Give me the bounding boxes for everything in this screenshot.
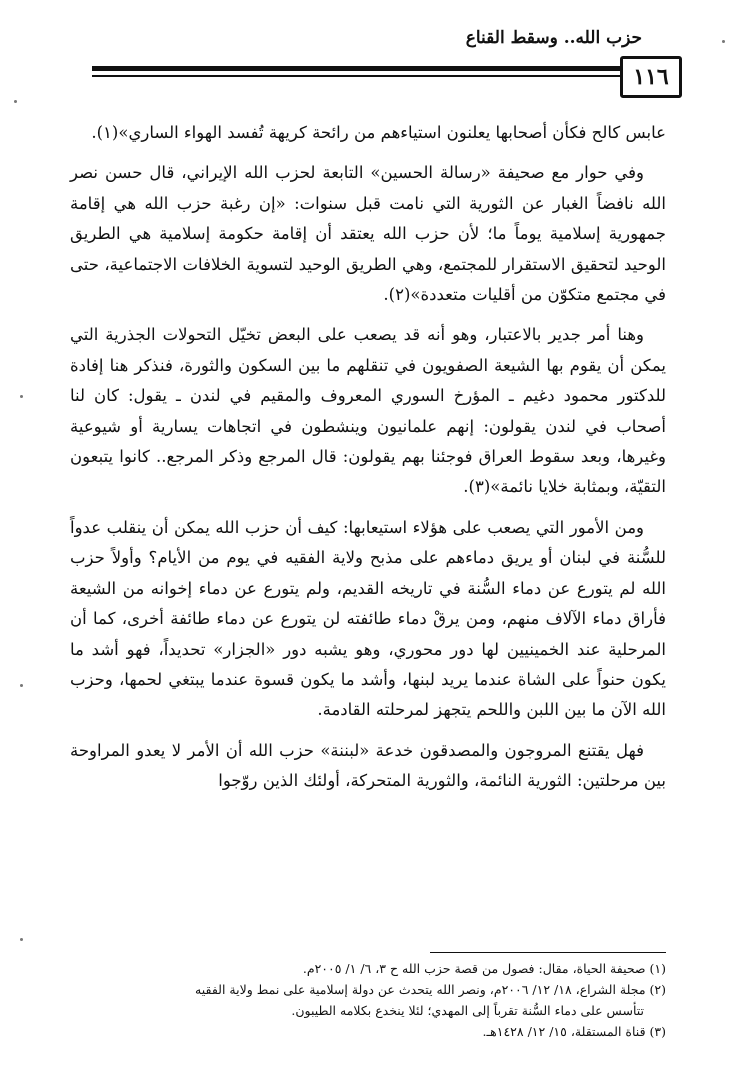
paragraph: ومن الأمور التي يصعب على هؤلاء استيعابها: كيف أن حزب الله يمكن أن ينقلب عدواً للسُّنة في لبنان أو يريق دماءهم على مذبح ولاية الفقيه في يوم من الأيام؟ وأولاً حزب الله لم يتورع عن دماء السُّنة في تاريخه القديم، ولم يتورع عن دماء إخوانه من الشيعة فأراق دماء الآلاف منهم، ومن يرقْ دماء طائفته لن يتورع عن دماء طائفة أخرى، كما أن المرحلية عند الخمينيين لها دور محوري، وهو يشبه دور «الجزار» تحديداً، فهو أشد ما يكون حنواً على الشاة عندما يريد لبنها، وأشد ما يكون قسوة عندما يبتغي لحمها، وحزب الله الآن ما بين اللبن واللحم يتجهز لمرحلته القادمة. xyxy=(70,517,666,720)
footnote-separator xyxy=(430,952,666,953)
running-title: حزب الله.. وسقط القناع xyxy=(465,28,642,48)
scan-mark xyxy=(20,684,23,687)
footnote-continuation: تتأسس على دماء السُّنة تقرباً إلى المهدي؛ لئلا ينخدع بكلامه الطيبون. xyxy=(291,1003,644,1018)
paragraph: عابس كالح فكأن أصحابها يعلنون استياءهم من رائحة كريهة تُفسد الهواء الساري»(١). xyxy=(91,123,666,142)
footnotes xyxy=(70,958,666,1042)
paragraph: وفي حوار مع صحيفة «رسالة الحسين» التابعة لحزب الله الإيراني، قال حسن نصر الله نافضاً الغبار عن الثورية التي نامت قبل سنوات: «إن رغبة حزب الله هي إقامة جمهورية إسلامية يوماً ما؛ لأن حزب الله يعتقد أن إقامة حكومة إسلامية هي الطريق الوحيد لتحقيق الاستقرار للمجتمع، وهي الطريق الوحيد لتسوية الخلافات الاجتماعية، حتى في مجتمع متكوّن من أقليات متعددة»(٢). xyxy=(70,163,666,305)
scan-mark xyxy=(14,100,17,103)
footnote: (٢) مجلة الشراع، ١٨/ ١٢/ ٢٠٠٦م، ونصر الله يتحدث عن دولة إسلامية على نمط ولاية الفقيه xyxy=(195,982,666,997)
paragraph: فهل يقتنع المروجون والمصدقون خدعة «لبننة» حزب الله أن الأمر لا يعدو المراوحة بين مرحلتين: الثورية النائمة، والثورية المتحركة، أولئك الذين روّجوا xyxy=(70,740,666,791)
page-header xyxy=(0,0,742,100)
body-text xyxy=(70,118,666,807)
footnote: (٣) قناة المستقلة، ١٥/ ١٢/ ١٤٢٨هـ. xyxy=(482,1024,666,1039)
scan-mark xyxy=(20,395,23,398)
header-rule-thin xyxy=(92,75,632,77)
footnote: (١) صحيفة الحياة، مقال: فصول من قصة حزب الله ح ٣، ٦/ ١/ ٢٠٠٥م. xyxy=(302,961,666,976)
scan-mark xyxy=(722,40,725,43)
page-number: ١١٦ xyxy=(620,56,682,98)
paragraph: وهنا أمر جدير بالاعتبار، وهو أنه قد يصعب على البعض تخيّل التحولات الجذرية التي يمكن أن يقوم بها الشيعة الصفويون في تنقلهم ما بين السكون والثورة، فنذكر هنا إفادة للدكتور محمود دغيم ـ المؤرخ السوري المعروف والمقيم في لندن ـ يقول: كان لنا أصحاب في لندن يقولون: إنهم علمانيون وينشطون في اتجاهات يسارية أو شيوعية وغيرها، وبعد سقوط العراق فوجئنا بهم يقولون: قال المرجع وذكر المرجع.. كانوا يتبعون التقيّة، وبمثابة خلايا نائمة»(٣). xyxy=(70,325,666,497)
header-rule-thick xyxy=(92,66,632,71)
scan-mark xyxy=(20,938,23,941)
